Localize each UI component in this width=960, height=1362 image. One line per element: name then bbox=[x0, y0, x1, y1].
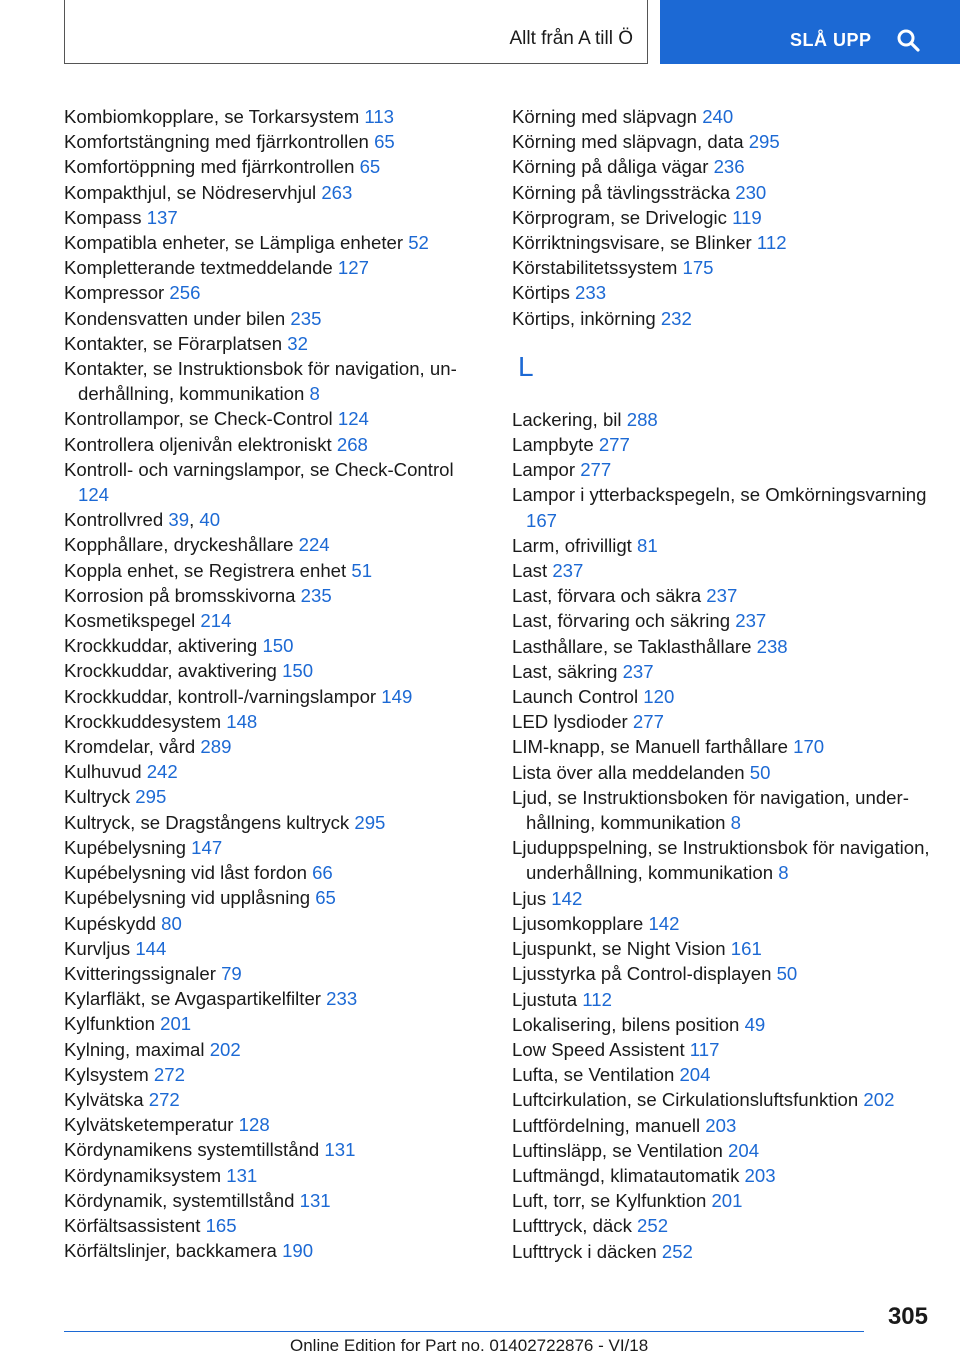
index-entry bbox=[512, 684, 932, 709]
page-link[interactable]: 65 bbox=[374, 131, 395, 153]
index-entry-text: Kylsystem bbox=[64, 1063, 154, 1085]
index-entry-text: Kontrollera oljenivån elektroniskt bbox=[64, 433, 337, 455]
index-entry-text: Kondensvatten under bilen bbox=[64, 307, 291, 329]
index-entry-text: Kontakter, se Förarplatsen bbox=[64, 332, 288, 354]
index-entry-text: Körstabilitetssystem bbox=[512, 257, 683, 279]
index-entry bbox=[512, 1012, 932, 1037]
index-entry-text: Kultryck bbox=[64, 786, 136, 808]
tab-a-to-z[interactable] bbox=[64, 0, 648, 64]
index-entry-text: Ljuspunkt, se Night Vision bbox=[512, 938, 731, 960]
page-link[interactable]: 233 bbox=[575, 282, 607, 304]
index-entry bbox=[512, 760, 932, 785]
page-link[interactable]: 272 bbox=[148, 1088, 180, 1110]
index-entry-text: Körtips, inkörning bbox=[512, 307, 661, 329]
page-link[interactable]: 252 bbox=[661, 1240, 693, 1262]
index-entry bbox=[512, 936, 932, 961]
index-entry bbox=[512, 205, 932, 230]
index-column-left bbox=[64, 104, 484, 1263]
tab-search[interactable] bbox=[660, 0, 960, 64]
index-entry bbox=[64, 810, 484, 835]
page-separator: , bbox=[189, 509, 200, 531]
index-entry-text: Lasthållare, se Taklasthållare bbox=[512, 635, 757, 657]
index-entry bbox=[64, 1112, 484, 1137]
page-link[interactable]: 237 bbox=[552, 560, 584, 582]
index-entry-text: Lackering, bil bbox=[512, 408, 627, 430]
index-entry-text: Kupéskydd bbox=[64, 912, 162, 934]
index-entry bbox=[512, 1188, 932, 1213]
index-entry-text: Lokalisering, bilens position bbox=[512, 1013, 745, 1035]
page-link[interactable]: 120 bbox=[643, 686, 675, 708]
index-entry bbox=[64, 180, 484, 205]
page-link[interactable]: 224 bbox=[298, 534, 330, 556]
page-link[interactable]: 150 bbox=[282, 660, 314, 682]
index-entry-text: Ljud, se Instruktionsboken för navigation, underhållning, kommunikation bbox=[512, 786, 909, 834]
index-entry bbox=[64, 784, 484, 809]
index-entry-text: Kontrollvred bbox=[64, 509, 169, 531]
index-entry-text: Kördynamikens systemtillstånd bbox=[64, 1139, 325, 1161]
index-entry bbox=[512, 558, 932, 583]
page-link[interactable]: 142 bbox=[551, 887, 583, 909]
page-link[interactable]: 80 bbox=[161, 912, 182, 934]
index-entry-text: Kylvätska bbox=[64, 1088, 149, 1110]
index-entry-text: Ljusstyrka på Control-displayen bbox=[512, 963, 777, 985]
page-link[interactable]: 52 bbox=[408, 232, 429, 254]
index-entry bbox=[512, 1138, 932, 1163]
index-entry-text: Last, förvara och säkra bbox=[512, 585, 707, 607]
page-link[interactable]: 295 bbox=[354, 811, 386, 833]
page-link[interactable]: 256 bbox=[169, 282, 201, 304]
page-link[interactable]: 295 bbox=[748, 131, 780, 153]
index-entry bbox=[512, 709, 932, 734]
index-entry-text: Körning med släpvagn bbox=[512, 106, 703, 127]
page-link[interactable]: 150 bbox=[262, 635, 294, 657]
index-entry-text: Low Speed Assistent bbox=[512, 1038, 690, 1060]
index-entry-text: Kompass bbox=[64, 206, 147, 228]
index-group-l bbox=[512, 407, 932, 1264]
page-link[interactable]: 65 bbox=[315, 887, 336, 909]
index-entry-text: Kylfunktion bbox=[64, 1013, 161, 1035]
index-entry bbox=[512, 987, 932, 1012]
index-entry-text: Lufta, se Ventilation bbox=[512, 1064, 680, 1086]
index-entry bbox=[64, 633, 484, 658]
index-entry bbox=[512, 835, 932, 885]
index-entry-text: Kupébelysning vid upplåsning bbox=[64, 887, 316, 909]
page-link[interactable]: 112 bbox=[582, 988, 612, 1010]
index-entry bbox=[64, 129, 484, 154]
index-entry-text: Luftfördelning, manuell bbox=[512, 1114, 706, 1136]
index-entry-text: Larm, ofrivilligt bbox=[512, 534, 638, 556]
page-link[interactable]: 131 bbox=[226, 1164, 258, 1186]
index-entry bbox=[512, 457, 932, 482]
page-link[interactable]: 237 bbox=[706, 585, 738, 607]
index-entry bbox=[64, 911, 484, 936]
page-link[interactable]: 124 bbox=[78, 484, 110, 506]
index-entry-text: Last, förvaring och säkring bbox=[512, 610, 736, 632]
page-link[interactable]: 137 bbox=[146, 206, 178, 228]
page-link[interactable]: 277 bbox=[580, 459, 612, 481]
index-entry bbox=[64, 230, 484, 255]
index-entry bbox=[512, 734, 932, 759]
index-entry bbox=[512, 1062, 932, 1087]
index-entry-text: Komfortöppning med fjärrkontrollen bbox=[64, 156, 360, 178]
page-link[interactable]: 289 bbox=[200, 736, 232, 758]
page-link[interactable]: 112 bbox=[756, 232, 787, 254]
footer-divider bbox=[64, 1331, 864, 1332]
index-entry bbox=[64, 432, 484, 457]
index-entry bbox=[64, 684, 484, 709]
index-entry bbox=[512, 280, 932, 305]
page-link[interactable]: 204 bbox=[679, 1064, 711, 1086]
index-entry bbox=[64, 306, 484, 331]
index-entry bbox=[64, 558, 484, 583]
index-entry-text: Kultryck, se Dragstångens kultryck bbox=[64, 811, 355, 833]
index-entry-text: Krockkuddar, avaktivering bbox=[64, 660, 283, 682]
index-entry-text: Korrosion på bromsskivorna bbox=[64, 584, 301, 606]
index-entry-text: Körprogram, se Drivelogic bbox=[512, 206, 733, 228]
index-entry bbox=[512, 104, 932, 129]
page-link[interactable]: 8 bbox=[730, 812, 741, 834]
page-link[interactable]: 50 bbox=[749, 761, 771, 783]
index-entry-text: Kontrollampor, se Check-Control bbox=[64, 408, 338, 430]
page-link[interactable]: 161 bbox=[730, 938, 762, 960]
index-entry-text: Kompatibla enheter, se Lämpliga enheter bbox=[64, 232, 409, 254]
index-entry bbox=[512, 785, 932, 835]
index-entry bbox=[64, 961, 484, 986]
page-link[interactable]: 144 bbox=[135, 937, 167, 959]
page-link[interactable]: 119 bbox=[732, 206, 762, 228]
page-link[interactable]: 263 bbox=[321, 181, 353, 203]
index-entry bbox=[512, 1087, 932, 1112]
index-entry-text: Kontakter, se Instruktionsbok för navigation, underhållning, kommunikation bbox=[64, 358, 457, 405]
index-entry bbox=[64, 1137, 484, 1162]
index-entry-text: Körning med släpvagn, data bbox=[512, 131, 749, 153]
index-entry bbox=[64, 608, 484, 633]
index-entry-text: Last, säkring bbox=[512, 660, 623, 682]
index-entry bbox=[512, 634, 932, 659]
index-entry-text: Kylvätsketemperatur bbox=[64, 1114, 239, 1136]
index-entry bbox=[64, 1213, 484, 1238]
index-entry bbox=[512, 583, 932, 608]
index-entry-text: Lampor i ytterbackspegeln, se Omkörningsvarning bbox=[512, 484, 927, 506]
index-entry bbox=[64, 457, 484, 507]
index-entry bbox=[512, 482, 932, 532]
page-link[interactable]: 238 bbox=[756, 635, 788, 657]
index-entry bbox=[64, 331, 484, 356]
index-entry-text: Krockkuddar, aktivering bbox=[64, 635, 263, 657]
index-entry-text: Komfortstängning med fjärrkontrollen bbox=[64, 131, 375, 153]
page-link[interactable]: 230 bbox=[735, 181, 767, 203]
page-link[interactable]: 81 bbox=[637, 534, 658, 556]
index-entry-text: Kromdelar, vård bbox=[64, 736, 201, 758]
index-entry-text: Kvitteringssignaler bbox=[64, 962, 222, 984]
index-entry-text: Luft, torr, se Kylfunktion bbox=[512, 1190, 712, 1212]
index-entry bbox=[64, 507, 484, 532]
index-entry bbox=[512, 180, 932, 205]
index-entry bbox=[512, 407, 932, 432]
index-entry bbox=[64, 255, 484, 280]
page-link[interactable]: 277 bbox=[598, 434, 630, 456]
index-entry bbox=[512, 659, 932, 684]
tab-search-label: SLÅ UPP bbox=[790, 30, 872, 50]
index-entry-text: Ljuduppspelning, se Instruktionsbok för navigation, underhållning, kommunikation bbox=[512, 837, 930, 884]
index-entry-text: Ljusomkopplare bbox=[512, 912, 649, 934]
page-link[interactable]: 202 bbox=[209, 1038, 241, 1060]
index-entry bbox=[512, 1163, 932, 1188]
index-entry-text: Luftmängd, klimatautomatik bbox=[512, 1164, 745, 1186]
index-entry bbox=[64, 104, 484, 129]
index-entry bbox=[64, 356, 484, 406]
index-entry bbox=[64, 986, 484, 1011]
index-entry-text: Körning på tävlingssträcka bbox=[512, 181, 736, 203]
index-entry bbox=[512, 911, 932, 936]
index-entry-text: Kupébelysning bbox=[64, 836, 192, 858]
index-entry bbox=[512, 432, 932, 457]
page-link[interactable]: 252 bbox=[637, 1215, 669, 1237]
index-entry bbox=[64, 835, 484, 860]
page-link[interactable]: 124 bbox=[337, 408, 369, 430]
index-entry-text: Körfältslinjer, backkamera bbox=[64, 1240, 283, 1262]
index-entry bbox=[64, 532, 484, 557]
index-entry bbox=[64, 406, 484, 431]
page-link[interactable]: 148 bbox=[226, 710, 258, 732]
page-link[interactable]: 117 bbox=[689, 1038, 720, 1060]
index-entry-text: Kontroll- och varningslampor, se Check-Control bbox=[64, 458, 454, 480]
page-link[interactable]: 236 bbox=[713, 156, 745, 178]
index-entry bbox=[512, 129, 932, 154]
page-link[interactable]: 295 bbox=[135, 786, 167, 808]
index-entry bbox=[512, 1037, 932, 1062]
page-link[interactable]: 8 bbox=[309, 383, 320, 405]
index-entry bbox=[512, 886, 932, 911]
index-entry-text: Launch Control bbox=[512, 686, 644, 708]
index-entry-text: Kurvljus bbox=[64, 937, 136, 959]
index-entry-text: Lampbyte bbox=[512, 434, 599, 456]
index-entry-text: Ljus bbox=[512, 887, 552, 909]
index-entry bbox=[64, 1188, 484, 1213]
index-entry bbox=[512, 154, 932, 179]
index-entry bbox=[512, 255, 932, 280]
index-entry bbox=[64, 709, 484, 734]
page-link[interactable]: 65 bbox=[359, 156, 381, 178]
page-link[interactable]: 288 bbox=[626, 408, 658, 430]
page-link[interactable]: 167 bbox=[526, 509, 558, 531]
page-link[interactable]: 50 bbox=[776, 963, 798, 985]
page-link[interactable]: 233 bbox=[326, 988, 358, 1010]
index-entry bbox=[64, 658, 484, 683]
page-link[interactable]: 40 bbox=[199, 509, 221, 531]
page-link[interactable]: 272 bbox=[153, 1063, 185, 1085]
index-entry-text: Koppla enhet, se Registrera enhet bbox=[64, 559, 352, 581]
page-link[interactable]: 202 bbox=[863, 1089, 895, 1111]
index-entry-text: Kylning, maximal bbox=[64, 1038, 210, 1060]
page-link[interactable]: 242 bbox=[146, 761, 178, 783]
index-entry-text: Kördynamiksystem bbox=[64, 1164, 227, 1186]
page-link[interactable]: 201 bbox=[160, 1013, 192, 1035]
index-entry-text: Kördynamik, systemtillstånd bbox=[64, 1189, 300, 1211]
page-link[interactable]: 214 bbox=[200, 610, 232, 632]
index-entry bbox=[64, 734, 484, 759]
index-entry-text: Luftcirkulation, se Cirkulationsluftsfunktion bbox=[512, 1089, 864, 1111]
page-link[interactable]: 235 bbox=[300, 584, 332, 606]
index-entry-text: Lufttryck i däcken bbox=[512, 1240, 662, 1262]
index-entry-text: Kopphållare, dryckeshållare bbox=[64, 534, 299, 556]
index-entry bbox=[512, 306, 932, 331]
index-entry bbox=[512, 1213, 932, 1238]
index-entry bbox=[64, 1087, 484, 1112]
page-link[interactable]: 131 bbox=[299, 1189, 331, 1211]
page-link[interactable]: 49 bbox=[744, 1013, 766, 1035]
page-link[interactable]: 113 bbox=[364, 106, 395, 127]
index-entry-text: Körtips bbox=[512, 282, 576, 304]
page-link[interactable]: 165 bbox=[205, 1214, 237, 1236]
page-link[interactable]: 190 bbox=[282, 1240, 314, 1262]
footer-edition: Online Edition for Part no. 01402722876 - VI/18 bbox=[290, 1336, 649, 1355]
index-entry bbox=[64, 583, 484, 608]
index-entry-text: Lampor bbox=[512, 459, 581, 481]
index-entry-text: Körning på dåliga vägar bbox=[512, 156, 714, 178]
index-entry bbox=[512, 608, 932, 633]
page-link[interactable]: 235 bbox=[290, 307, 322, 329]
index-entry-text: Lufttryck, däck bbox=[512, 1215, 638, 1237]
index-entry bbox=[64, 860, 484, 885]
index-entry-text: Kompletterande textmeddelande bbox=[64, 257, 338, 279]
page-link[interactable]: 32 bbox=[287, 332, 308, 354]
tab-a-to-z-label: Allt från A till Ö bbox=[509, 28, 633, 49]
index-entry-text: Lista över alla meddelanden bbox=[512, 761, 750, 783]
page-number: 305 bbox=[887, 1303, 928, 1330]
page-link[interactable]: 128 bbox=[238, 1114, 270, 1136]
index-entry-text: Kombiomkopplare, se Torkarsystem bbox=[64, 106, 365, 127]
page-link[interactable]: 131 bbox=[324, 1139, 356, 1161]
page-link[interactable]: 201 bbox=[711, 1190, 743, 1212]
index-entry bbox=[64, 936, 484, 961]
index-entry-text: Krockkuddesystem bbox=[64, 710, 227, 732]
index-entry bbox=[64, 1011, 484, 1036]
page-link[interactable]: 8 bbox=[778, 862, 789, 884]
index-group-k bbox=[512, 104, 932, 331]
index-entry bbox=[64, 154, 484, 179]
index-entry-text: Ljustuta bbox=[512, 988, 583, 1010]
page-link[interactable]: 149 bbox=[381, 685, 413, 707]
page-link[interactable]: 175 bbox=[682, 257, 714, 279]
page-link[interactable]: 232 bbox=[660, 307, 692, 329]
index-entry bbox=[64, 759, 484, 784]
page-link[interactable]: 127 bbox=[337, 257, 369, 279]
index-entry bbox=[64, 885, 484, 910]
index-entry-text: Luftinsläpp, se Ventilation bbox=[512, 1139, 729, 1161]
index-entry bbox=[512, 533, 932, 558]
index-entry-text: LED lysdioder bbox=[512, 711, 633, 733]
magnifier-icon bbox=[896, 28, 920, 52]
index-entry bbox=[512, 230, 932, 255]
index-entry bbox=[64, 1062, 484, 1087]
index-entry-text: Körriktningsvisare, se Blinker bbox=[512, 232, 757, 254]
index-entry-text: Last bbox=[512, 560, 553, 582]
page-link[interactable]: 240 bbox=[702, 106, 734, 127]
page-link[interactable]: 203 bbox=[744, 1164, 776, 1186]
index-entry-text: Kompakthjul, se Nödreservhjul bbox=[64, 181, 322, 203]
page-link[interactable]: 204 bbox=[728, 1139, 760, 1161]
page-link[interactable]: 79 bbox=[221, 962, 242, 984]
index-entry bbox=[64, 1238, 484, 1263]
section-letter: L bbox=[518, 350, 534, 382]
index-entry-text: Krockkuddar, kontroll-/varningslampor bbox=[64, 685, 382, 707]
page-link[interactable]: 237 bbox=[622, 660, 654, 682]
index-entry-text: Kosmetikspegel bbox=[64, 610, 201, 632]
page-link[interactable]: 170 bbox=[793, 736, 825, 758]
index-entry bbox=[512, 1239, 932, 1264]
index-entry-text: Kupébelysning vid låst fordon bbox=[64, 862, 313, 884]
index-entry bbox=[64, 1037, 484, 1062]
index-entry bbox=[64, 205, 484, 230]
page-link[interactable]: 268 bbox=[336, 433, 368, 455]
index-entry-text: Kylarfläkt, se Avgaspartikelfilter bbox=[64, 988, 327, 1010]
page-link[interactable]: 237 bbox=[735, 610, 767, 632]
index-entry-text: Körfältsassistent bbox=[64, 1214, 206, 1236]
index-entry-text: Kulhuvud bbox=[64, 761, 147, 783]
index-entry-text: LIM-knapp, se Manuell farthållare bbox=[512, 736, 794, 758]
page-link[interactable]: 147 bbox=[191, 836, 223, 858]
page-link[interactable]: 277 bbox=[632, 711, 664, 733]
page-link[interactable]: 142 bbox=[648, 912, 680, 934]
index-entry bbox=[64, 1163, 484, 1188]
index-entry-text: Kompressor bbox=[64, 282, 170, 304]
index-column-right bbox=[512, 104, 932, 1264]
index-entry bbox=[512, 1113, 932, 1138]
index-entry bbox=[64, 280, 484, 305]
page-link[interactable]: 66 bbox=[312, 862, 333, 884]
page-link[interactable]: 51 bbox=[351, 559, 373, 581]
page-link[interactable]: 203 bbox=[705, 1114, 737, 1136]
top-navigation bbox=[0, 0, 960, 66]
index-entry bbox=[512, 961, 932, 986]
page-link[interactable]: 39 bbox=[168, 509, 190, 531]
